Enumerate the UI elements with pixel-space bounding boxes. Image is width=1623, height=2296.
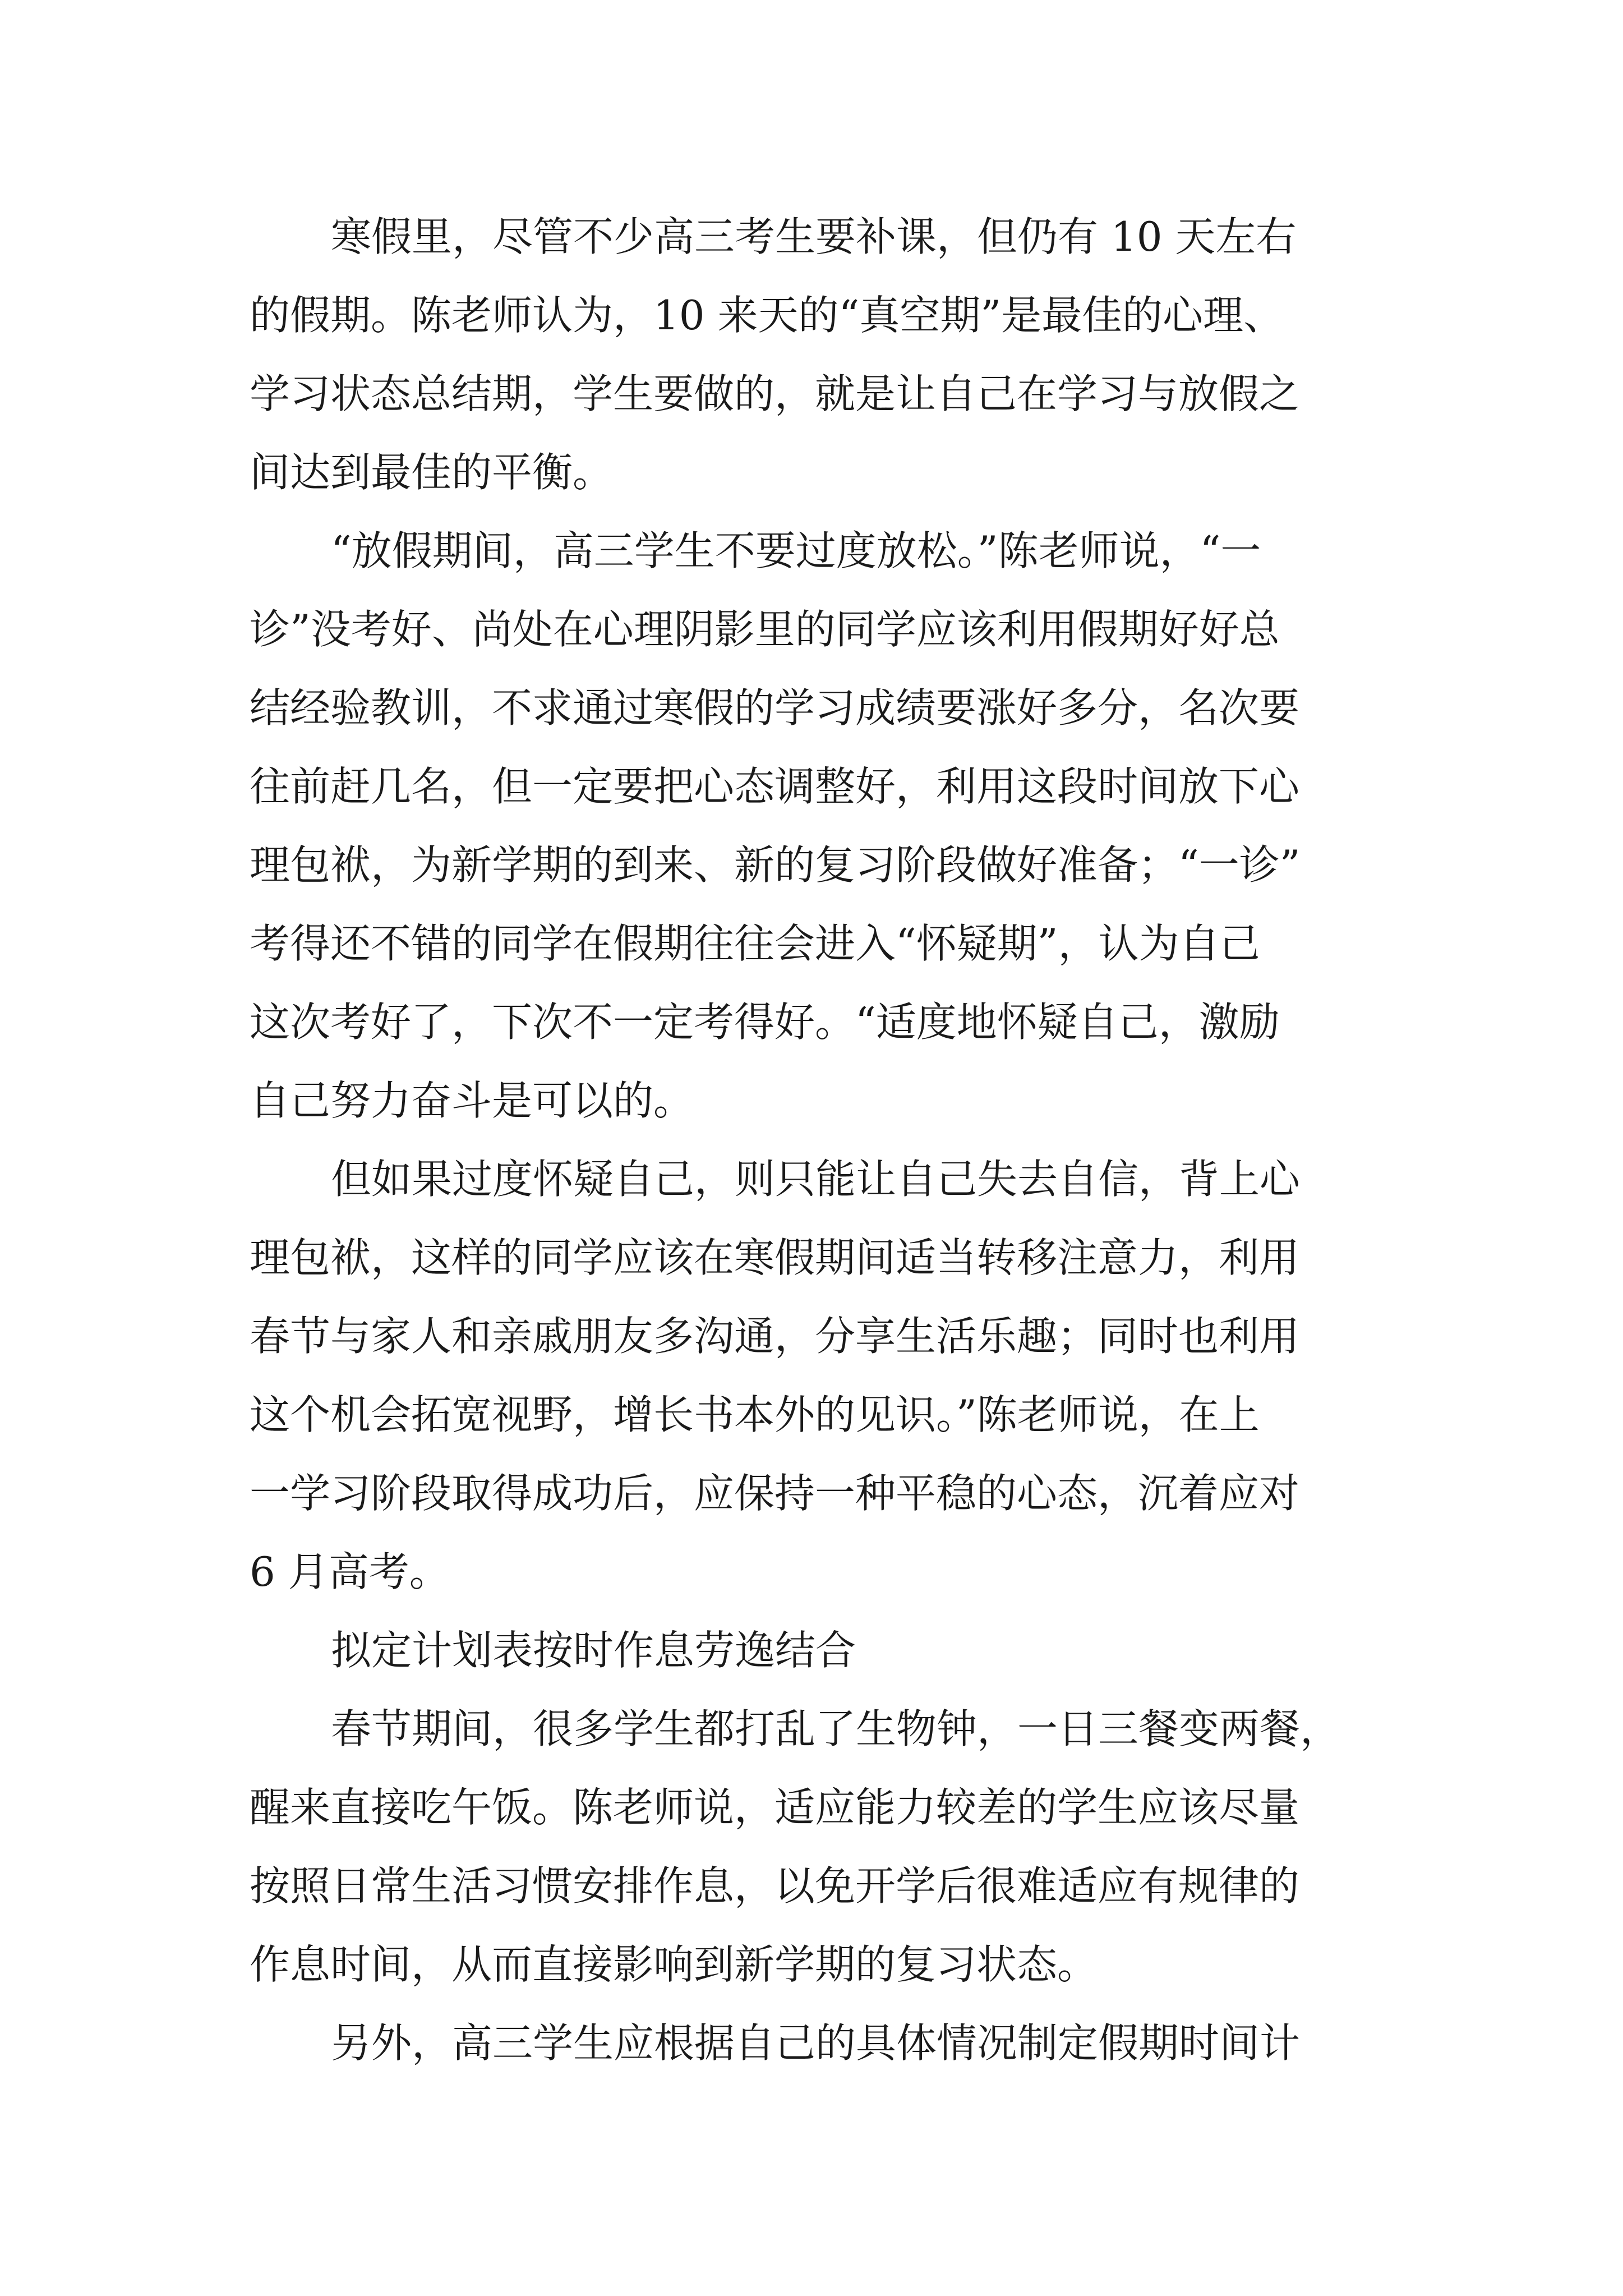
text-line: 的假期。陈老师认为，10 来天的“真空期”是最佳的心理、 [250,292,1284,339]
text-line: 醒来直接吃午饭。陈老师说，适应能力较差的学生应该尽量 [250,1784,1300,1831]
text-line: 这次考好了，下次不一定考得好。“适度地怀疑自己，激励 [250,999,1280,1046]
text-line: 学习状态总结期，学生要做的，就是让自己在学习与放假之 [250,370,1300,417]
text-line: 但如果过度怀疑自己，则只能让自己失去自信，背上心 [331,1156,1301,1203]
text-line: 作息时间，从而直接影响到新学期的复习状态。 [250,1941,1098,1988]
text-line: 自己努力奋斗是可以的。 [250,1077,694,1124]
text-line: 理包袱，这样的同学应该在寒假期间适当转移注意力，利用 [250,1234,1300,1281]
text-line: 往前赶几名，但一定要把心态调整好，利用这段时间放下心 [250,763,1300,810]
text-line: 寒假里，尽管不少高三考生要补课，但仍有 10 天左右 [331,213,1297,260]
section-heading: 拟定计划表按时作息劳逸结合 [331,1627,856,1674]
text-line: 按照日常生活习惯安排作息，以免开学后很难适应有规律的 [250,1862,1300,1910]
text-line: 诊”没考好、尚处在心理阴影里的同学应该利用假期好好总 [250,606,1280,653]
text-line: 6 月高考。 [250,1548,450,1595]
text-line: 这个机会拓宽视野，增长书本外的见识。”陈老师说，在上 [250,1391,1260,1438]
text-line: 间达到最佳的平衡。 [250,449,614,496]
text-line: 一学习阶段取得成功后，应保持一种平稳的心态，沉着应对 [250,1470,1300,1517]
text-line: “放假期间，高三学生不要过度放松。”陈老师说，“一 [331,527,1261,574]
text-line: 结经验教训，不求通过寒假的学习成绩要涨好多分，名次要 [250,684,1300,731]
text-line: 春节期间，很多学生都打乱了生物钟，一日三餐变两餐， [331,1705,1341,1752]
text-line: 理包袱，为新学期的到来、新的复习阶段做好准备；“一诊” [250,841,1301,889]
text-line: 春节与家人和亲戚朋友多沟通，分享生活乐趣；同时也利用 [250,1313,1300,1360]
text-line: 考得还不错的同学在假期往往会进入“怀疑期”，认为自己 [250,920,1260,967]
text-line: 另外，高三学生应根据自己的具体情况制定假期时间计 [331,2019,1301,2067]
